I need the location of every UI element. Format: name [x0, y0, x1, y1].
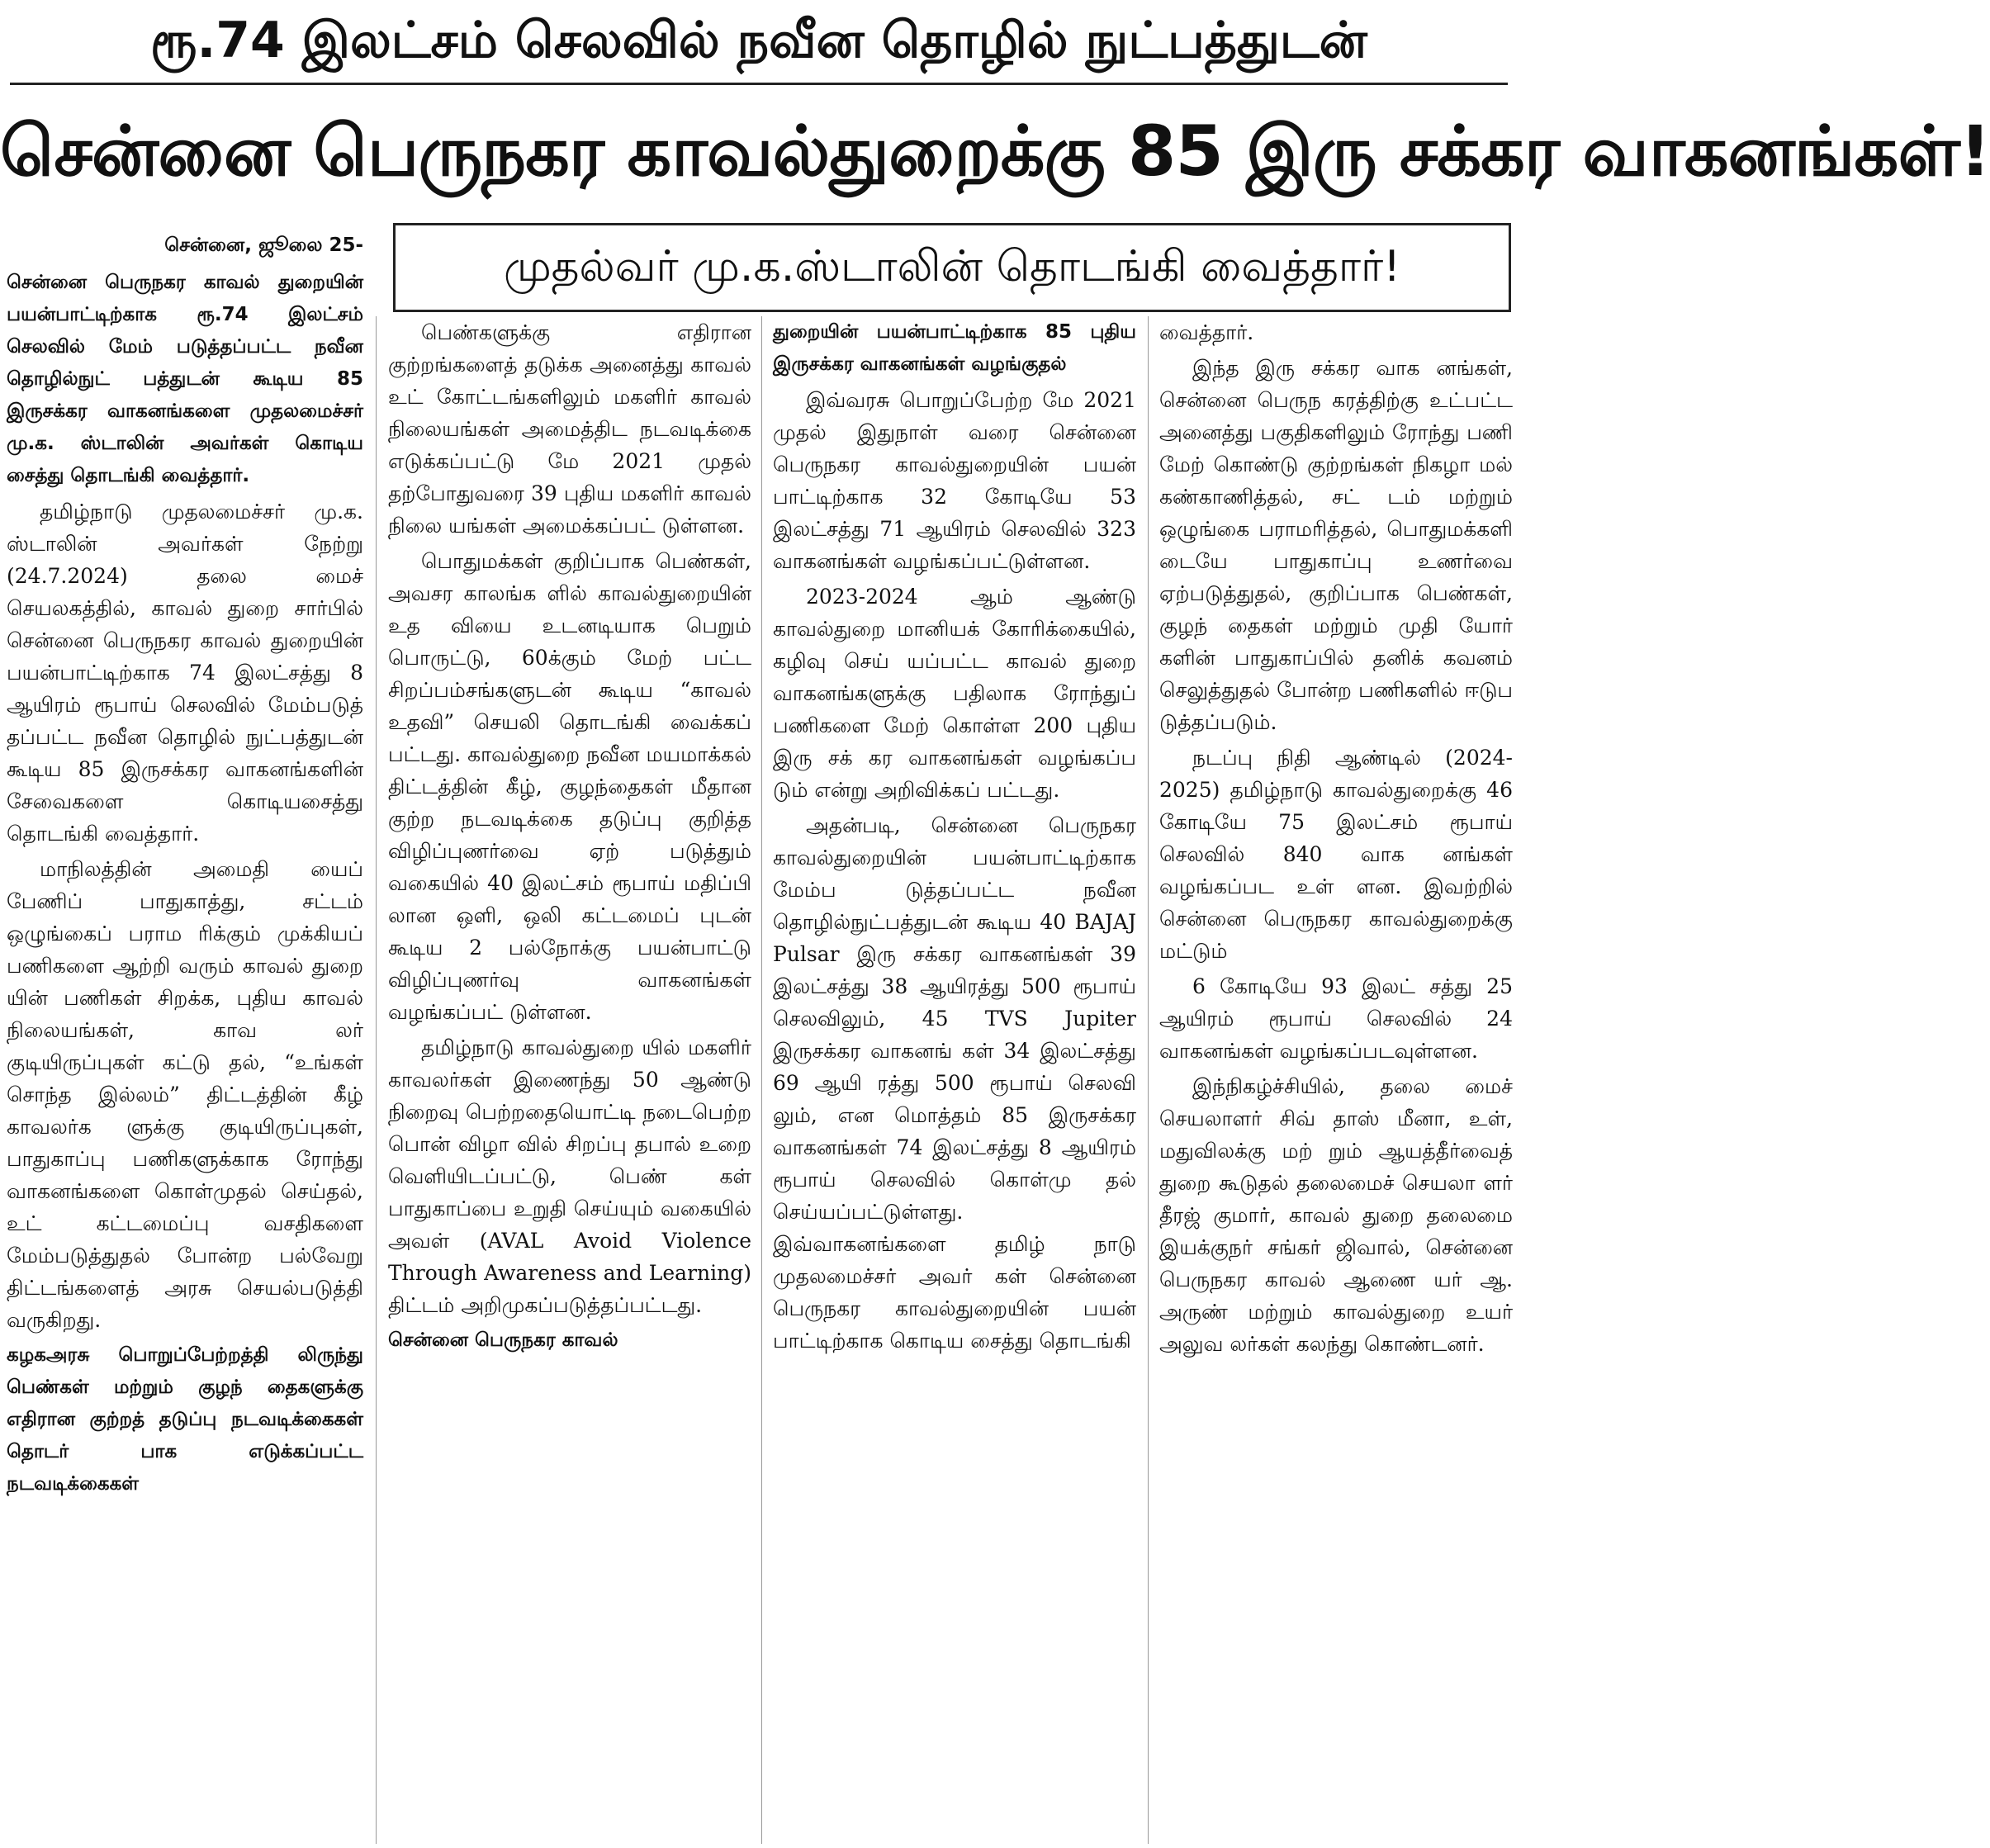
- paragraph: 2023-2024 ஆம் ஆண்டு காவல்துறை மானியக் கோரிக்கையில், கழிவு செய் யப்பட்ட காவல் துறை வாகனங்களுக்கு பதிலாக ரோந்துப் பணிகளை மேற் கொள்ள 200 புதிய இரு சக் கர வாகனங்கள் வழங்கப்ப டும் என்று அறிவிக்கப் பட்டது.: [773, 585, 1136, 802]
- paragraph: பெண்களுக்கு எதிரான குற்றங்களைத் தடுக்க அனைத்து காவல் உட் கோட்டங்களிலும் மகளிர் காவல் நிலையங்கள் அமைத்திட நடவடிக்கை எடுக்கப்பட்டு மே 2021 முதல் தற்போதுவரை 39 புதிய மகளிர் காவல் நிலை யங்கள் அமைக்கப்பட் டுள்ளன.: [388, 320, 751, 538]
- kicker-headline: ரூ.74 இலட்சம் செலவில் நவீன தொழில் நுட்பத்துடன்: [150, 12, 1367, 69]
- paragraph: தமிழ்நாடு காவல்துறை யில் மகளிர் காவலர்கள் இணைந்து 50 ஆண்டு நிறைவு பெற்றதையொட்டி நடைபெற்ற பொன் விழா வில் சிறப்பு தபால் உறை வெளியிடப்பட்டு, பெண் கள் பாதுகாப்பை உறுதி செய்யும் வகையில் அவள் (AVAL Avoid Violence Through Awareness and Learning) திட்டம் அறிமுகப்படுத்தப்பட்டது.: [388, 1035, 751, 1317]
- column-4: [1159, 316, 1513, 1844]
- paragraph: நடப்பு நிதி ஆண்டில் (2024-2025) தமிழ்நாடு காவல்துறைக்கு 46 கோடியே 75 இலட்சம் ரூபாய் செலவில் 840 வாக னங்கள் வழங்கப்பட உள் ளன. இவற்றில் சென்னை பெருநகர காவல்துறைக்கு மட்டும்: [1159, 746, 1513, 963]
- subhead-paragraph: கழகஅரசு பொறுப்பேற்றத்தி லிருந்து பெண்கள் மற்றும் குழந் தைகளுக்கு எதிரான குற்றத் தடுப்பு நடவடிக்கைகள் தொடர் பாக எடுக்கப்பட்ட நடவடிக்கைகள்: [7, 1344, 363, 1495]
- column-1: [7, 230, 363, 1841]
- headline-rule: [10, 83, 1508, 85]
- column-3: [773, 316, 1136, 1844]
- column-divider: [376, 316, 377, 1844]
- paragraph: இந்த இரு சக்கர வாக னங்கள், சென்னை பெருந கரத்திற்கு உட்பட்ட அனைத்து பகுதிகளிலும் ரோந்து பணி மேற் கொண்டு குற்றங்கள் நிகழா மல் கண்காணித்தல், சட் டம் மற்றும் ஒழுங்கை பராமரித்தல், பொதுமக்களி டையே பாதுகாப்பு உணர்வை ஏற்படுத்துதல், குறிப்பாக பெண்கள், குழந் தைகள் மற்றும் முதி யோர் களின் பாதுகாப்பில் தனிக் கவனம் செலுத்துதல் போன்ற பணிகளில் ஈடுப டுத்தப்படும்.: [1159, 356, 1513, 734]
- subheadline-box: முதல்வர் மு.க.ஸ்டாலின் தொடங்கி வைத்தார்!: [393, 223, 1511, 312]
- subhead-paragraph: சென்னை பெருநகர காவல்: [388, 1329, 618, 1351]
- paragraph: வைத்தார்.: [1159, 320, 1254, 344]
- paragraph: மாநிலத்தின் அமைதி யைப் பேணிப் பாதுகாத்து, சட்டம் ஒழுங்கைப் பராம ரிக்கும் முக்கியப் பணிகளை ஆற்றி வரும் காவல் துறை யின் பணிகள் சிறக்க, புதிய காவல் நிலையங்கள், காவ லர் குடியிருப்புகள் கட்டு தல், “உங்கள் சொந்த இல்லம்” திட்டத்தின் கீழ் காவலர்க ளுக்கு குடியிருப்புகள், பாதுகாப்பு பணிகளுக்காக ரோந்து வாகனங்களை கொள்முதல் செய்தல், உட் கட்டமைப்பு வசதிகளை மேம்படுத்துதல் போன்ற பல்வேறு திட்டங்களைத் அரசு செயல்படுத்தி வருகிறது.: [7, 857, 363, 1332]
- paragraph: அதன்படி, சென்னை பெருநகர காவல்துறையின் பயன்பாட்டிற்காக மேம்ப டுத்தப்பட்ட நவீன தொழில்நுட்பத்துடன் கூடிய 40 BAJAJ Pulsar இரு சக்கர வாகனங்கள் 39 இலட்சத்து 38 ஆயிரத்து 500 ரூபாய் செலவிலும், 45 TVS Jupiter இருசக்கர வாகனங் கள் 34 இலட்சத்து 69 ஆயி ரத்து 500 ரூபாய் செலவி லும், என மொத்தம் 85 இருசக்கர வாகனங்கள் 74 இலட்சத்து 8 ஆயிரம் ரூபாய் செலவில் கொள்மு தல் செய்யப்பட்டுள்ளது. இவ்வாகனங்களை தமிழ் நாடு முதலமைச்சர் அவர் கள் சென்னை பெருநகர காவல்துறையின் பயன் பாட்டிற்காக கொடிய சைத்து தொடங்கி: [773, 813, 1136, 1353]
- paragraph: இவ்வரசு பொறுப்பேற்ற மே 2021 முதல் இதுநாள் வரை சென்னை பெருநகர காவல்துறையின் பயன் பாட்டிற்காக 32 கோடியே 53 இலட்சத்து 71 ஆயிரம் செலவில் 323 வாகனங்கள் வழங்கப்பட்டுள்ளன.: [773, 388, 1136, 573]
- subhead-paragraph: துறையின் பயன்பாட்டிற்காக 85 புதிய இருசக்கர வாகனங்கள் வழங்குதல்: [773, 321, 1136, 375]
- dateline: சென்னை, ஜூலை 25-: [164, 235, 363, 256]
- lead-paragraph: சென்னை பெருநகர காவல் துறையின் பயன்பாட்டிற்காக ரூ.74 இலட்சம் செலவில் மேம் படுத்தப்பட்ட நவீன தொழில்நுட் பத்துடன் கூடிய 85 இருசக்கர வாகனங்களை முதலமைச்சர் மு.க. ஸ்டாலின் அவர்கள் கொடிய சைத்து தொடங்கி வைத்தார்.: [7, 272, 363, 486]
- column-divider: [761, 316, 762, 1844]
- column-2: [388, 316, 751, 1844]
- paragraph: பொதுமக்கள் குறிப்பாக பெண்கள், அவசர காலங்க ளில் காவல்துறையின் உத வியை உடனடியாக பெறும் பொருட்டு, 60க்கும் மேற் பட்ட சிறப்பம்சங்களுடன் கூடிய “காவல் உதவி” செயலி தொடங்கி வைக்கப் பட்டது. காவல்துறை நவீன மயமாக்கல் திட்டத்தின் கீழ், குழந்தைகள் மீதான குற்ற நடவடிக்கை தடுப்பு குறித்த விழிப்புணர்வை ஏற் படுத்தும் வகையில் 40 இலட்சம் ரூபாய் மதிப்பி லான ஒளி, ஒலி கட்டமைப் புடன் கூடிய 2 பல்நோக்கு பயன்பாட்டு விழிப்புணர்வு வாகனங்கள் வழங்கப்பட் டுள்ளன.: [388, 549, 751, 1024]
- column-divider: [1148, 316, 1149, 1844]
- paragraph: இந்நிகழ்ச்சியில், தலை மைச் செயலாளர் சிவ் தாஸ் மீனா, உள், மதுவிலக்கு மற் றும் ஆயத்தீர்வைத் துறை கூடுதல் தலைமைச் செயலா ளர் தீரஜ் குமார், காவல் துறை தலைமை இயக்குநர் சங்கர் ஜிவால், சென்னை பெருநகர காவல் ஆணை யர் ஆ. அருண் மற்றும் காவல்துறை உயர் அலுவ லர்கள் கலந்து கொண்டனர்.: [1159, 1074, 1513, 1356]
- main-headline: சென்னை பெருநகர காவல்துறைக்கு 85 இரு சக்கர வாகனங்கள்!: [0, 111, 1990, 192]
- paragraph: தமிழ்நாடு முதலமைச்சர் மு.க. ஸ்டாலின் அவர்கள் நேற்று (24.7.2024) தலை மைச் செயலகத்தில், காவல் துறை சார்பில் சென்னை பெருநகர காவல் துறையின் பயன்பாட்டிற்காக 74 இலட்சத்து 8 ஆயிரம் ரூபாய் செலவில் மேம்படுத் தப்பட்ட நவீன தொழில் நுட்பத்துடன் கூடிய 85 இருசக்கர வாகனங்களின் சேவைகளை கொடியசைத்து தொடங்கி வைத்தார்.: [7, 500, 363, 846]
- paragraph: 6 கோடியே 93 இலட் சத்து 25 ஆயிரம் ரூபாய் செலவில் 24 வாகனங்கள் வழங்கப்படவுள்ளன.: [1159, 974, 1513, 1063]
